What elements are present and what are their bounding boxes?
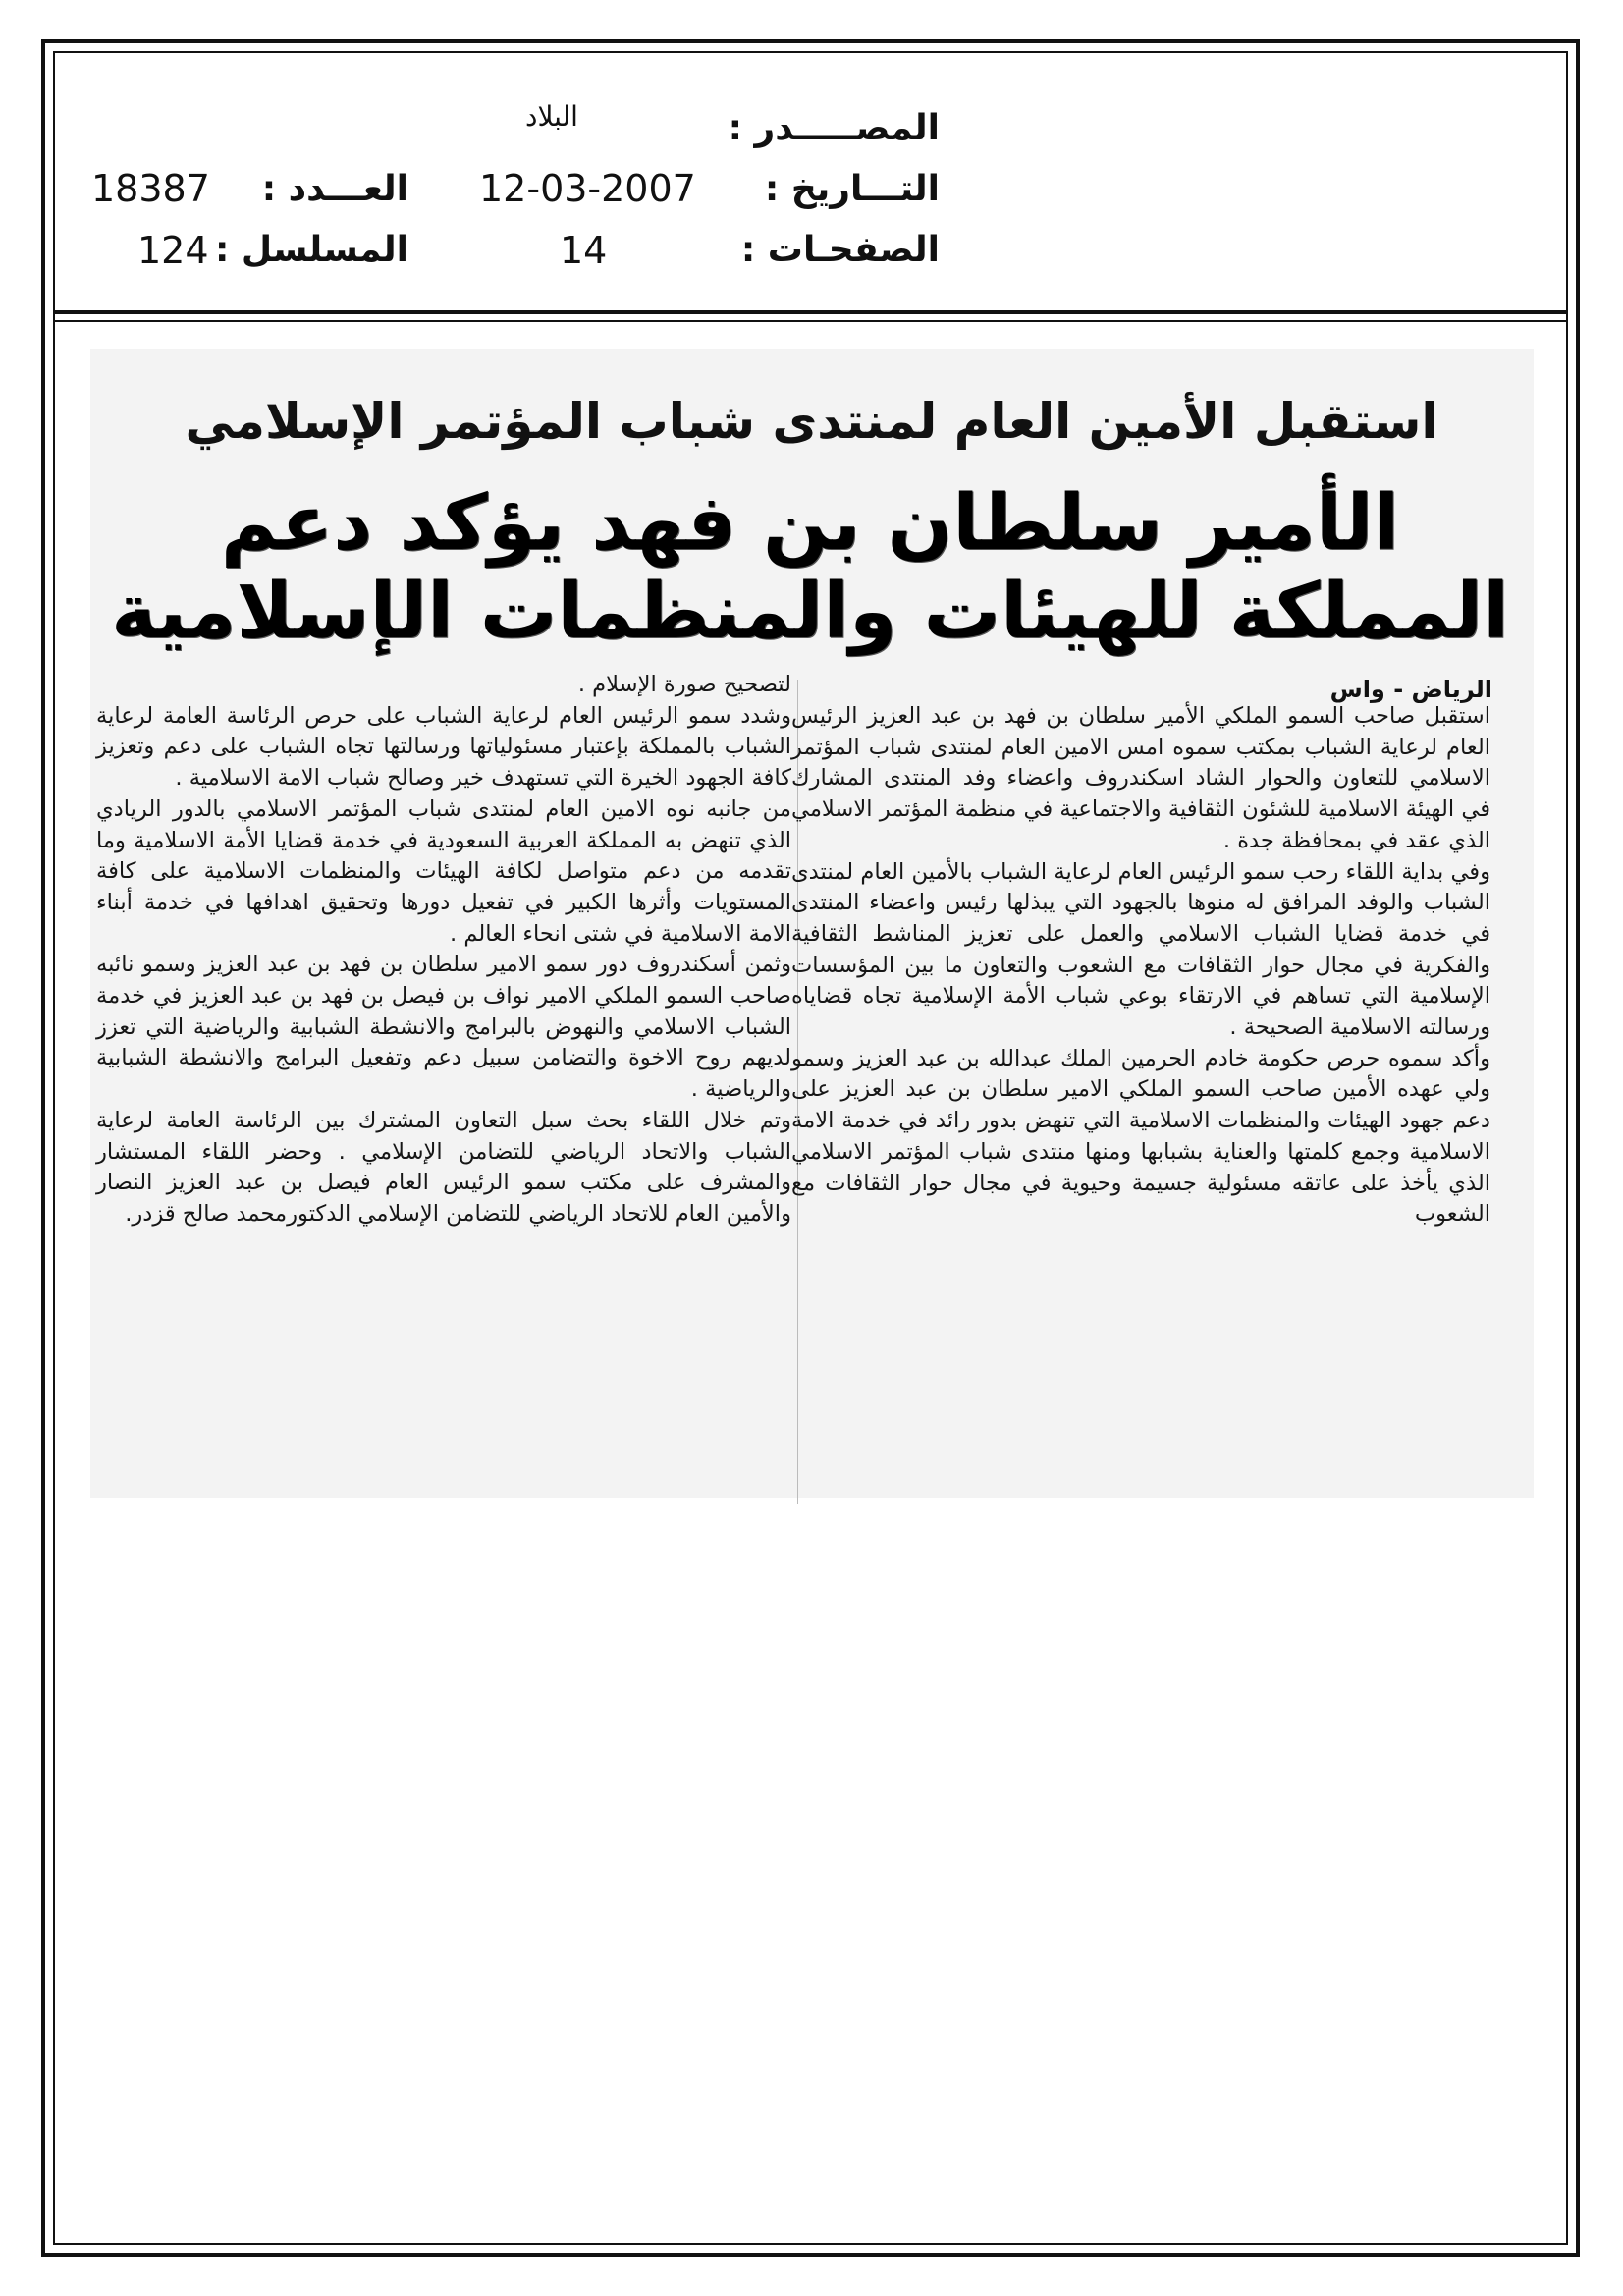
header-divider (53, 310, 1568, 314)
issue-label: العـــدد : (261, 169, 408, 209)
pages-label: الصفحـات : (740, 230, 940, 270)
paragraph: وثمن أسكندروف دور سمو الامير سلطان بن فهد بن عبد العزيز وسمو نائبه صاحب السمو الملكي الامير نواف بن فيصل بن فهد بن عبد العزيز في خدمة الشباب الاسلامي والنهوض بالبرامج والانشطة الشبابية والرياضية التي تعزز لديهم روح الاخوة والتضامن سبيل دعم وتفعيل البرامج والانشطة الشبابية والرياضية . (96, 952, 791, 1103)
paragraph: وفي بداية اللقاء رحب سمو الرئيس العام لرعاية الشباب بالأمين العام لمنتدى الشباب والوفد المرافق له منوها بالجهود التي يبذلها رئيس واعضاء المنتدى في خدمة قضايا الشباب الاسلامي والعمل على تعزيز المناشط الثقافية والفكرية في مجال حوار الثقافات مع الشعوب والتعاون ما بين المؤسسات الإسلامية التي تساهم في الارتقاء بوعي شباب الأمة الإسلامية تجاه قضاياه ورسالته الاسلامية الصحيحة . (791, 858, 1490, 1041)
paragraph: وأكد سموه حرص حكومة خادم الحرمين الملك عبدالله بن عبد العزيز وسمو ولي عهده الأمين صاحب السمو الملكي الامير سلطان بن عبد العزيز على دعم جهود الهيئات والمنظمات الاسلامية التي تنهض بدور رائد في خدمة الامة الاسلامية وجمع كلمتها والعناية بشبابها ومنها منتدى شباب المؤتمر الاسلامي الذي يأخذ على عاتقه مسئولية جسيمة وحيوية في مجال حوار الثقافات مع الشعوب (791, 1045, 1490, 1228)
source-value: البلاد (525, 100, 578, 133)
pages-value: 14 (560, 229, 608, 272)
article-dateline: الرياض - واس (1329, 676, 1492, 703)
article-column-left (96, 670, 791, 1230)
header-divider-thin (53, 320, 1568, 322)
article-column-right (791, 701, 1490, 1230)
date-value: 12-03-2007 (479, 167, 696, 210)
paragraph: وشدد سمو الرئيس العام لرعاية الشباب على حرص الرئاسة العامة لرعاية الشباب بالمملكة بإعتبار مسئولياتها ورسالتها تجاه الشباب على دعم وتعزيز كافة الجهود الخيرة التي تستهدف خير وصالح شباب الامة الاسلامية . (96, 702, 791, 792)
serial-label: المسلسل : (214, 230, 408, 270)
paragraph: من جانبه نوه الامين العام لمنتدى شباب المؤتمر الاسلامي بالدور الريادي الذي تنهض به المملكة العربية السعودية في خدمة قضايا الأمة الاسلامية وما تقدمه من دعم متواصل لكافة الهيئات والمنظمات الاسلامية على كافة المستويات وأثرها الكبير في تفعيل دورها وتحقيق اهدافها في خدمة أبناء الامة الاسلامية في شتى انحاء العالم . (96, 795, 791, 947)
date-label: التـــاريخ : (764, 169, 940, 209)
source-label: المصـــــدر : (728, 108, 940, 148)
article-kicker: استقبل الأمين العام لمنتدى شباب المؤتمر الإسلامي (185, 393, 1438, 450)
serial-value: 124 (137, 229, 209, 272)
article-headline: الأمير سلطان بن فهد يؤكد دعم المملكة للهيئات والمنظمات الإسلامية (111, 479, 1509, 656)
issue-value: 18387 (91, 167, 210, 210)
paragraph: وتم خلال اللقاء بحث سبل التعاون المشترك بين الرئاسة العامة لرعاية الشباب والاتحاد الرياضي للتضامن الإسلامي . وحضر اللقاء المستشار والمشرف على مكتب سمو الرئيس العام فيصل بن عبد العزيز النصار والأمين العام للاتحاد الرياضي للتضامن الإسلامي الدكتورمحمد صالح قزدر. (96, 1107, 791, 1227)
paragraph: لتصحيح صورة الإسلام . (577, 672, 791, 697)
paragraph: استقبل صاحب السمو الملكي الأمير سلطان بن فهد بن عبد العزيز الرئيس العام لرعاية الشباب بمكتب سموه امس الامين العام لمنتدى شباب المؤتمر الاسلامي للتعاون والحوار الشاد اسكندروف واعضاء وفد المنتدى المشارك في الهيئة الاسلامية للشئون الثقافية والاجتماعية في منظمة المؤتمر الاسلامي الذي عقد في بمحافظة جدة . (791, 703, 1490, 853)
